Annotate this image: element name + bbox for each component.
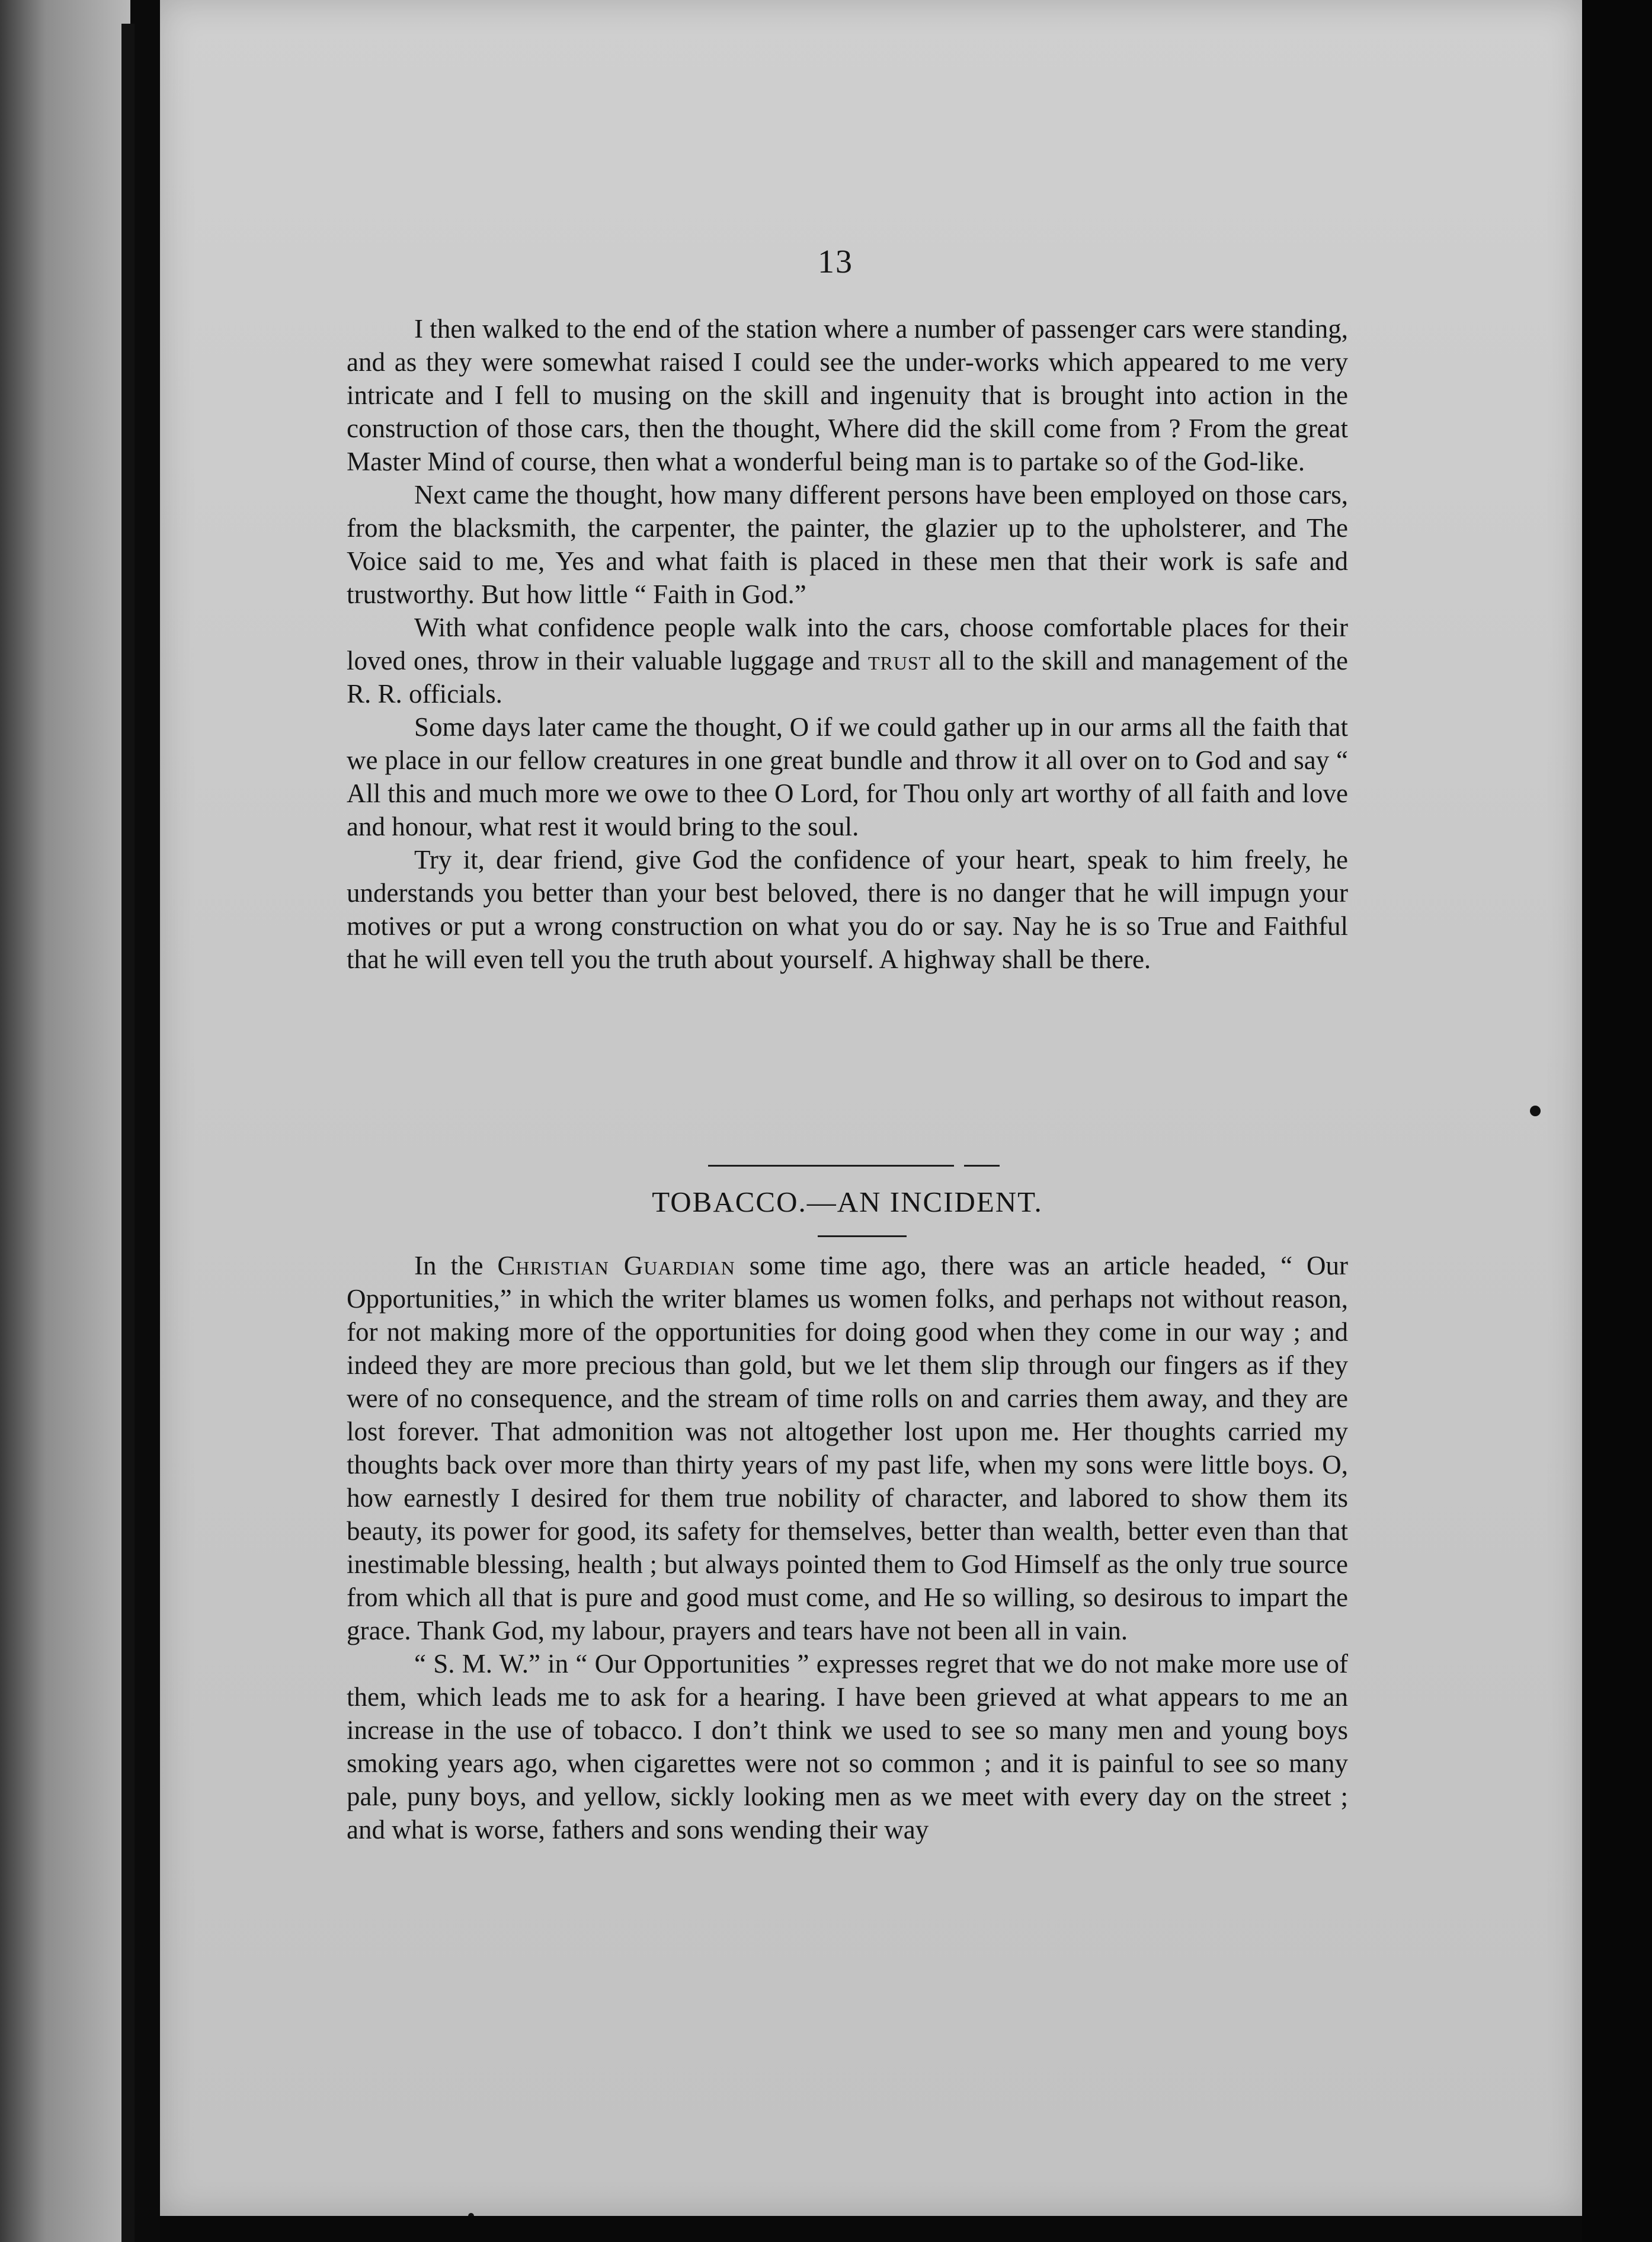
paragraph-text: some time ago, there was an article headed, “ Our Opportunities,” in which the writer blames us women folks, and perhaps not without reason, for not making more of the opportunities for doing good when they come in our way ; and indeed they are more precious than gold, but we let them slip through our fingers as if they were of no consequence, and the stream of time rolls on and carries them away, and they are lost forever. That admonition was not altogether lost upon me. Her thoughts carried my thoughts back over more than thirty years of my past life, when my sons were little boys. O, how earnestly I desired for them true nobility of character, and labored to show them its beauty, its power for good, its safety for themselves, better than wealth, better even than that inestimable blessing, health ; but always pointed them to God Himself as the only true source from which all that is pure and good must come, and He so willing, so desirous to impart the grace. Thank God, my labour, prayers and tears have not been all in vain.: [347, 1251, 1349, 1645]
paragraph: [347, 1249, 1348, 1647]
emphasis-trust: trust: [867, 646, 931, 675]
article-tobacco: [347, 1249, 1348, 1846]
paragraph: [347, 611, 1348, 710]
paragraph: I then walked to the end of the station where a number of passenger cars were standing, and as they were somewhat raised I could see the under-works which appeared to me very intricate and I fell to musing on the skill and ingenuity that is brought into action in the construction of those cars, then the thought, Where did the skill come from ? From the great Master Mind of course, then what a wonderful being man is to partake so of the God-like.: [347, 314, 1348, 476]
paragraph: Try it, dear friend, give God the confidence of your heart, speak to him freely, he understands you better than your best beloved, there is no danger that he will impugn your motives or put a wrong construction on what you do or say. Nay he is so True and Faithful that he will even tell you the truth about yourself. A highway shall be there.: [347, 845, 1348, 974]
paragraph: “ S. M. W.” in “ Our Opportunities ” expresses regret that we do not make more use of them, which leads me to ask for a hearing. I have been grieved at what appears to me an increase in the use of tobacco. I don’t think we used to see so many men and young boys smoking years ago, when cigarettes were not so common ; and it is painful to see so many pale, puny boys, and yellow, sickly looking men as we meet with every day on the street ; and what is worse, fathers and sons wending their way: [347, 1649, 1348, 1844]
paragraph: Next came the thought, how many different persons have been employed on those cars, from the blacksmith, the carpenter, the painter, the glazier up to the upholsterer, and The Voice said to me, Yes and what faith is placed in these men that their work is safe and trustworthy. But how little “ Faith in God.”: [347, 480, 1348, 609]
binding-shadow: [121, 24, 135, 2242]
paragraph: Some days later came the thought, O if we could gather up in our arms all the faith that we place in our fellow creatures in one great bundle and throw it all over on to God and say “ All this and much more we owe to thee O Lord, for Thou only art worthy of all faith and love and honour, what rest it would bring to the soul.: [347, 712, 1348, 841]
paragraph-text: With what confidence people walk into the cars, choose comfortable places for their loved ones, throw in their valuable luggage and: [347, 613, 1348, 675]
section-divider-short: [964, 1165, 1000, 1167]
scan-border-right: [1582, 0, 1652, 2242]
ink-speck: [1530, 1106, 1541, 1116]
page-number: 13: [818, 244, 853, 280]
previous-page-edge: [0, 0, 130, 2242]
title-underline: [818, 1235, 907, 1237]
paragraph-text: all to the skill and management of the R. R. officials.: [347, 646, 1349, 709]
article-title: TOBACCO.—AN INCIDENT.: [652, 1186, 1043, 1218]
publication-name: Christian Guardian: [497, 1251, 735, 1280]
paragraph-text: In the: [414, 1251, 484, 1280]
article-faith: [347, 312, 1348, 976]
section-divider: [708, 1165, 954, 1167]
scan-border-bottom: [160, 2216, 1582, 2242]
